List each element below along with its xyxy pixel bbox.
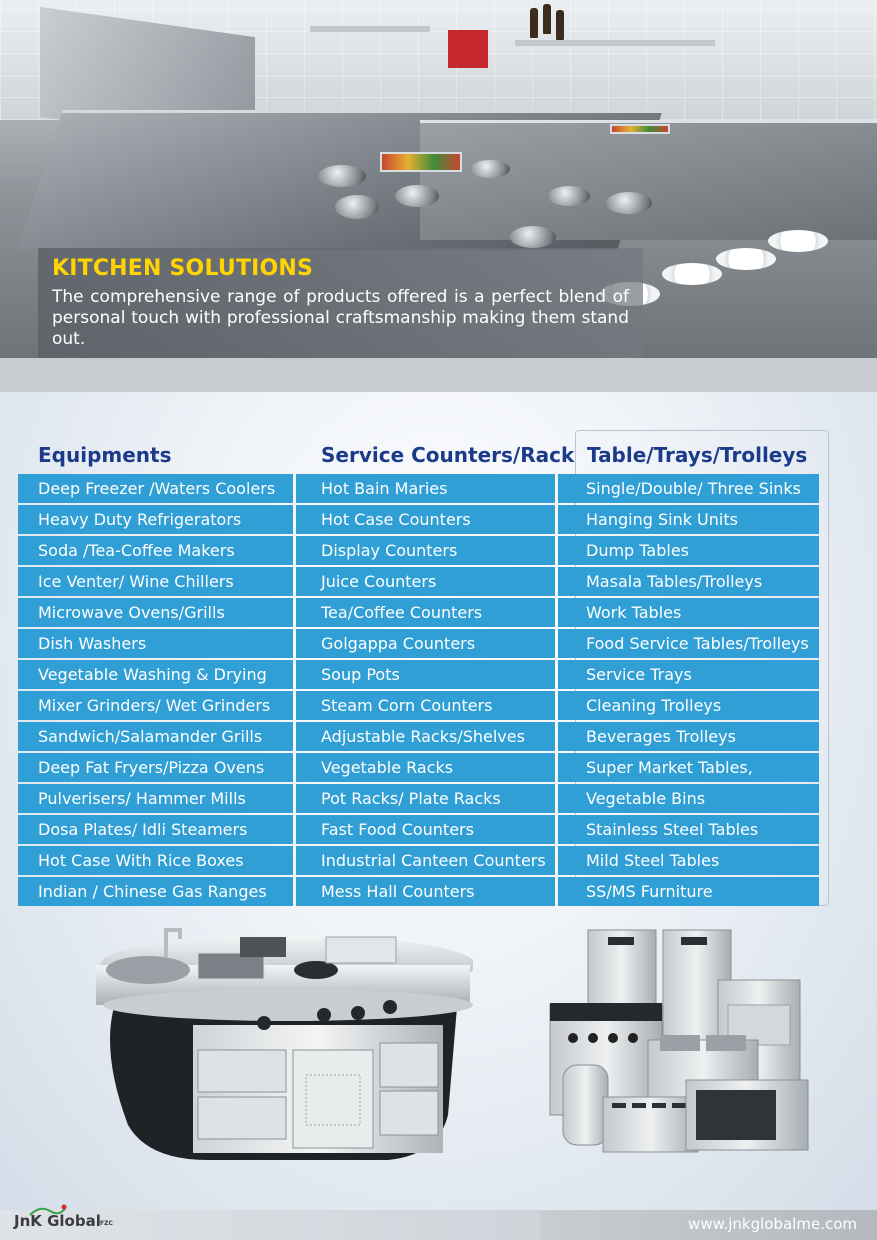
hot-plate bbox=[240, 937, 286, 957]
drawer bbox=[198, 1097, 286, 1139]
list-item: Deep Fat Fryers/Pizza Ovens bbox=[18, 753, 293, 782]
list-item: Masala Tables/Trolleys bbox=[558, 567, 819, 596]
fridge-display bbox=[681, 937, 707, 945]
list-item: Soup Pots bbox=[296, 660, 555, 689]
plate bbox=[662, 263, 722, 285]
drawer bbox=[198, 1050, 286, 1092]
knob bbox=[608, 1033, 618, 1043]
list-item: Vegetable Bins bbox=[558, 784, 819, 813]
list-item: Tea/Coffee Counters bbox=[296, 598, 555, 627]
list-item: Dump Tables bbox=[558, 536, 819, 565]
list-item: Deep Freezer /Waters Coolers bbox=[18, 474, 293, 503]
center-door bbox=[293, 1050, 373, 1148]
list-item: Heavy Duty Refrigerators bbox=[18, 505, 293, 534]
vegetable-tray bbox=[380, 152, 462, 172]
website-link[interactable]: www.jnkglobalme.com bbox=[688, 1215, 857, 1233]
list-item: Vegetable Washing & Drying bbox=[18, 660, 293, 689]
list-item: Beverages Trolleys bbox=[558, 722, 819, 751]
list-item: Golgappa Counters bbox=[296, 629, 555, 658]
heading-tables-trays: Table/Trays/Trolleys bbox=[587, 443, 808, 467]
pan bbox=[470, 160, 510, 178]
heading-equipments: Equipments bbox=[38, 443, 172, 467]
list-item: Mess Hall Counters bbox=[296, 877, 555, 906]
plate bbox=[716, 248, 776, 270]
logo-text: JnK Global bbox=[14, 1212, 101, 1230]
list-item: Display Counters bbox=[296, 536, 555, 565]
list-item: Vegetable Racks bbox=[296, 753, 555, 782]
list-item: Soda /Tea-Coffee Makers bbox=[18, 536, 293, 565]
burner-grate bbox=[550, 1003, 662, 1021]
list-item: SS/MS Furniture bbox=[558, 877, 819, 906]
list-item: Food Service Tables/Trolleys bbox=[558, 629, 819, 658]
wall-appliance bbox=[448, 30, 488, 68]
wall-shelf bbox=[310, 26, 430, 32]
list-item: Juice Counters bbox=[296, 567, 555, 596]
list-item: Microwave Ovens/Grills bbox=[18, 598, 293, 627]
knob bbox=[568, 1033, 578, 1043]
logo-suffix: FZC bbox=[100, 1220, 113, 1227]
sink-basin bbox=[106, 956, 190, 984]
kitchen-appliances-group-image bbox=[548, 925, 810, 1165]
list-item: Service Trays bbox=[558, 660, 819, 689]
fryer-basket bbox=[660, 1035, 700, 1051]
pan bbox=[548, 186, 590, 206]
kitchen-island-counter-image bbox=[88, 925, 473, 1165]
list-item: Dish Washers bbox=[18, 629, 293, 658]
pan bbox=[510, 226, 556, 248]
knob bbox=[383, 1000, 397, 1014]
list-item: Pulverisers/ Hammer Mills bbox=[18, 784, 293, 813]
bottle bbox=[543, 4, 551, 34]
list-item: Adjustable Racks/Shelves bbox=[296, 722, 555, 751]
list-item: Pot Racks/ Plate Racks bbox=[296, 784, 555, 813]
hero-description: The comprehensive range of products offered is a perfect blend of personal touch with professional craftsmanship making them stand out. bbox=[52, 287, 629, 349]
pan bbox=[395, 185, 439, 207]
list-item: Mild Steel Tables bbox=[558, 846, 819, 875]
plate bbox=[768, 230, 828, 252]
list-item: Cleaning Trolleys bbox=[558, 691, 819, 720]
jnk-global-logo bbox=[14, 1203, 144, 1237]
knob bbox=[257, 1016, 271, 1030]
drawer bbox=[380, 1043, 438, 1087]
list-item: Work Tables bbox=[558, 598, 819, 627]
wall-shelf bbox=[515, 40, 715, 46]
microwave-window bbox=[696, 1090, 776, 1140]
list-item: Fast Food Counters bbox=[296, 815, 555, 844]
fryer-basket bbox=[706, 1035, 746, 1051]
footer-right-band bbox=[540, 1210, 877, 1240]
list-item: Industrial Canteen Counters bbox=[296, 846, 555, 875]
pan bbox=[606, 192, 652, 214]
toaster-slot bbox=[672, 1103, 686, 1108]
list-item: Hot Case With Rice Boxes bbox=[18, 846, 293, 875]
list-item: Mixer Grinders/ Wet Grinders bbox=[18, 691, 293, 720]
divider-band bbox=[0, 358, 877, 392]
drawer bbox=[380, 1091, 438, 1135]
water-boiler bbox=[563, 1065, 608, 1145]
toaster-slot bbox=[652, 1103, 666, 1108]
knob bbox=[317, 1008, 331, 1022]
pan bbox=[318, 165, 366, 187]
griddle-plate bbox=[326, 937, 396, 963]
toaster-slot bbox=[612, 1103, 626, 1108]
fridge-display bbox=[608, 937, 634, 945]
heading-service-counters: Service Counters/Rack bbox=[321, 443, 575, 467]
list-item: Dosa Plates/ Idli Steamers bbox=[18, 815, 293, 844]
page-title: KITCHEN SOLUTIONS bbox=[52, 256, 314, 281]
pan bbox=[335, 195, 379, 219]
bottle bbox=[556, 10, 564, 40]
bottle bbox=[530, 8, 538, 38]
steel-counter bbox=[420, 120, 877, 240]
list-item: Stainless Steel Tables bbox=[558, 815, 819, 844]
wok-burner bbox=[294, 961, 338, 979]
knob bbox=[588, 1033, 598, 1043]
island-rim-edge bbox=[103, 989, 473, 1021]
list-item: Super Market Tables, bbox=[558, 753, 819, 782]
knob bbox=[628, 1033, 638, 1043]
toaster-slot bbox=[632, 1103, 646, 1108]
list-item: Single/Double/ Three Sinks bbox=[558, 474, 819, 503]
list-item: Hot Bain Maries bbox=[296, 474, 555, 503]
list-item: Sandwich/Salamander Grills bbox=[18, 722, 293, 751]
knob bbox=[351, 1006, 365, 1020]
list-item: Hanging Sink Units bbox=[558, 505, 819, 534]
list-item: Indian / Chinese Gas Ranges bbox=[18, 877, 293, 906]
list-item: Hot Case Counters bbox=[296, 505, 555, 534]
list-item: Ice Venter/ Wine Chillers bbox=[18, 567, 293, 596]
list-item: Steam Corn Counters bbox=[296, 691, 555, 720]
vegetable-tray bbox=[610, 124, 670, 134]
